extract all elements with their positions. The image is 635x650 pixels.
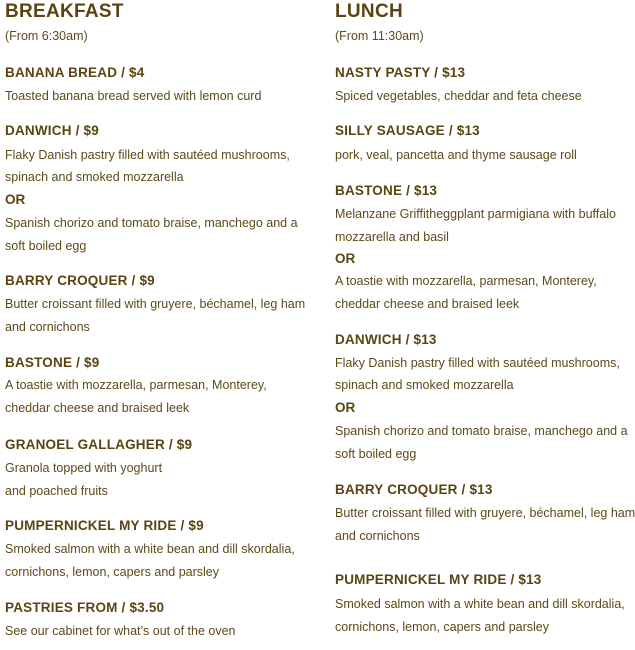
lunch-item-title: PUMPERNICKEL MY RIDE / $13 [335, 572, 542, 587]
lunch-item-desc: spinach and smoked mozzarella [335, 378, 514, 392]
lunch-item-desc: soft boiled egg [335, 447, 417, 461]
breakfast-item-desc: Spanish chorizo and tomato braise, manchego and a [5, 216, 298, 230]
breakfast-item-title: PASTRIES FROM / $3.50 [5, 600, 165, 615]
lunch-item-title: NASTY PASTY / $13 [335, 65, 466, 80]
lunch-item-desc: pork, veal, pancetta and thyme sausage roll [335, 148, 577, 162]
breakfast-item-desc: cornichons, lemon, capers and parsley [5, 565, 220, 579]
breakfast-item-title: DANWICH / $9 [5, 123, 99, 138]
breakfast-item-desc: spinach and smoked mozzarella [5, 170, 184, 184]
lunch-item-or: OR [335, 400, 356, 415]
breakfast-item-desc: A toastie with mozzarella, parmesan, Monterey, [5, 378, 267, 392]
breakfast-item-desc: Smoked salmon with a white bean and dill skordalia, [5, 542, 295, 556]
lunch-heading: LUNCH [335, 1, 403, 22]
breakfast-item-title: PUMPERNICKEL MY RIDE / $9 [5, 518, 204, 533]
lunch-item-title: BASTONE / $13 [335, 183, 438, 198]
lunch-item-desc: Butter croissant filled with gruyere, béchamel, leg ham [335, 506, 635, 520]
breakfast-item-title: BASTONE / $9 [5, 355, 100, 370]
lunch-item-title: DANWICH / $13 [335, 332, 437, 347]
breakfast-item-desc: See our cabinet for what’s out of the oven [5, 624, 236, 638]
lunch-item-or: OR [335, 251, 356, 266]
lunch-item-desc: Smoked salmon with a white bean and dill skordalia, [335, 597, 625, 611]
lunch-hours: (From 11:30am) [335, 29, 424, 43]
lunch-item-desc: cheddar cheese and braised leek [335, 297, 520, 311]
breakfast-item-title: BARRY CROQUER / $9 [5, 273, 155, 288]
lunch-item-desc: A toastie with mozzarella, parmesan, Monterey, [335, 274, 597, 288]
lunch-item-desc: Spanish chorizo and tomato braise, manchego and a [335, 424, 628, 438]
lunch-item-desc: Spiced vegetables, cheddar and feta cheese [335, 89, 582, 103]
lunch-item-title: SILLY SAUSAGE / $13 [335, 123, 480, 138]
breakfast-item-desc: soft boiled egg [5, 239, 87, 253]
breakfast-item-or: OR [5, 192, 26, 207]
lunch-item-desc: Flaky Danish pastry filled with sautéed mushrooms, [335, 356, 620, 370]
lunch-item-desc: Melanzane Griffitheggplant parmigiana with buffalo [335, 207, 616, 221]
breakfast-item-desc: cheddar cheese and braised leek [5, 401, 190, 415]
breakfast-item-desc: Flaky Danish pastry filled with sautéed mushrooms, [5, 148, 290, 162]
lunch-item-desc: mozzarella and basil [335, 230, 449, 244]
breakfast-item-desc: Toasted banana bread served with lemon curd [5, 89, 262, 103]
breakfast-item-desc: and cornichons [5, 320, 90, 334]
breakfast-heading: BREAKFAST [5, 1, 124, 22]
breakfast-item-desc: and poached fruits [5, 484, 108, 498]
lunch-item-desc: cornichons, lemon, capers and parsley [335, 620, 550, 634]
breakfast-hours: (From 6:30am) [5, 29, 88, 43]
lunch-item-desc: and cornichons [335, 529, 420, 543]
lunch-item-title: BARRY CROQUER / $13 [335, 482, 493, 497]
breakfast-item-desc: Butter croissant filled with gruyere, béchamel, leg ham [5, 297, 306, 311]
breakfast-item-desc: Granola topped with yoghurt [5, 461, 163, 475]
breakfast-item-title: GRANOEL GALLAGHER / $9 [5, 437, 193, 452]
breakfast-item-title: BANANA BREAD / $4 [5, 65, 145, 80]
